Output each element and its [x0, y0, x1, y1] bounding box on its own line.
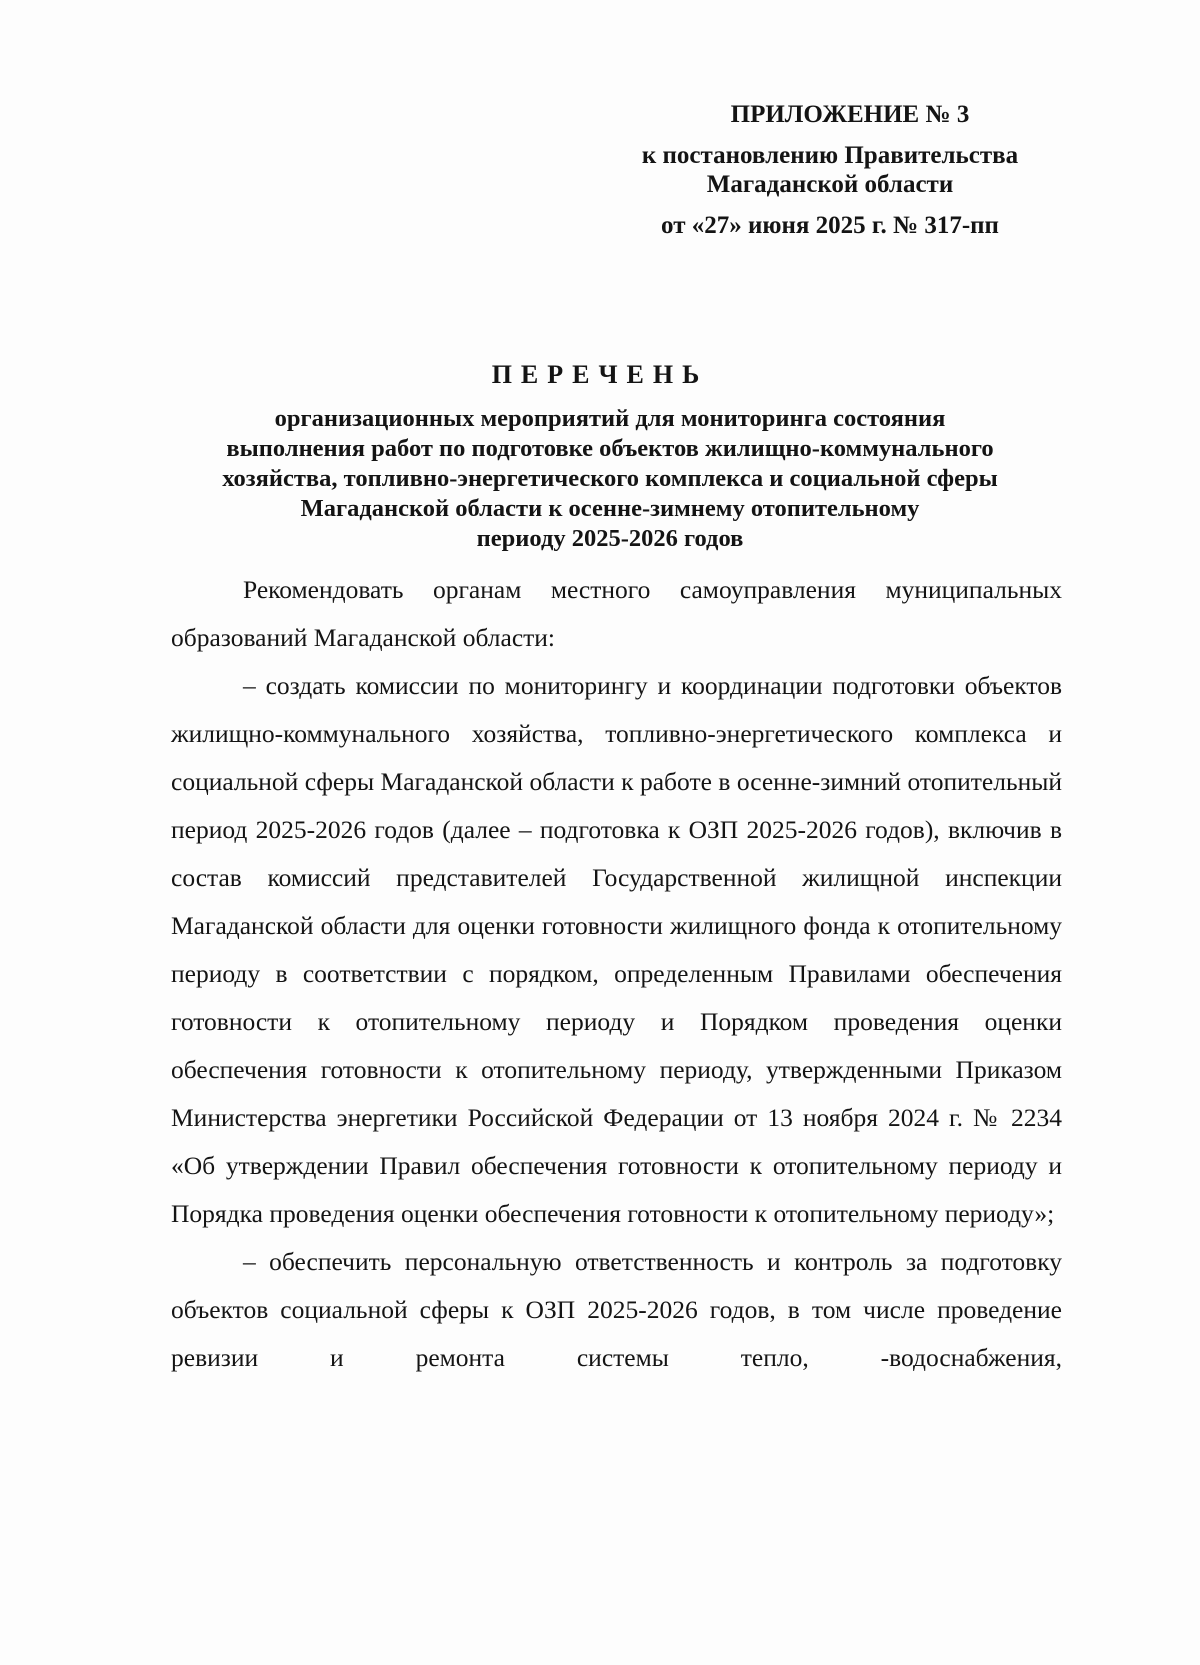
document-title: ПЕРЕЧЕНЬ — [491, 360, 709, 389]
resolution-reference: к постановлению Правительства — [641, 142, 1019, 169]
resolution-date: от «27» июня 2025 г. № 317-пп — [661, 212, 999, 239]
region-name: Магаданской области — [706, 171, 954, 198]
subtitle-line: Магаданской области к осенне-зимнему отопительному — [300, 495, 920, 522]
body-paragraph: – обеспечить персональную ответственность и контроль за подготовку объектов социальной сферы к ОЗП 2025-2026 годов, в том числе проведение ревизии и ремонта системы тепло, -водоснабжения, — [171, 1247, 1062, 1372]
document-body — [171, 566, 1062, 1382]
subtitle-line: выполнения работ по подготовке объектов жилищно-коммунального — [226, 435, 994, 462]
appendix-number: ПРИЛОЖЕНИЕ № 3 — [730, 101, 970, 128]
subtitle-line: хозяйства, топливно-энергетического комплекса и социальной сферы — [222, 465, 998, 492]
body-paragraph: – создать комиссии по мониторингу и координации подготовки объектов жилищно-коммунального хозяйства, топливно-энергетического комплекса и социальной сферы Магаданской области к работе в осенне-зимний отопительный период 2025-2026 годов (далее – подготовка к ОЗП 2025-2026 годов), включив в состав комиссий представителей Государственной жилищной инспекции Магаданской области для оценки готовности жилищного фонда к отопительному периоду в соответствии с порядком, определенным Правилами обеспечения готовности к отопительному периоду и Порядком проведения оценки обеспечения готовности к отопительному периоду, утвержденными Приказом Министерства энергетики Российской Федерации от 13 ноября 2024 г. № 2234 «Об утверждении Правил обеспечения готовности к отопительному периоду и Порядка проведения оценки обеспечения готовности к отопительному периоду»; — [171, 671, 1062, 1228]
subtitle-line: организационных мероприятий для мониторинга состояния — [274, 405, 946, 432]
body-paragraph: Рекомендовать органам местного самоуправления муниципальных образований Магаданской области: — [171, 575, 1062, 652]
document-subtitle — [150, 404, 1070, 554]
subtitle-line: периоду 2025-2026 годов — [476, 525, 744, 552]
appendix-header — [620, 100, 1040, 240]
